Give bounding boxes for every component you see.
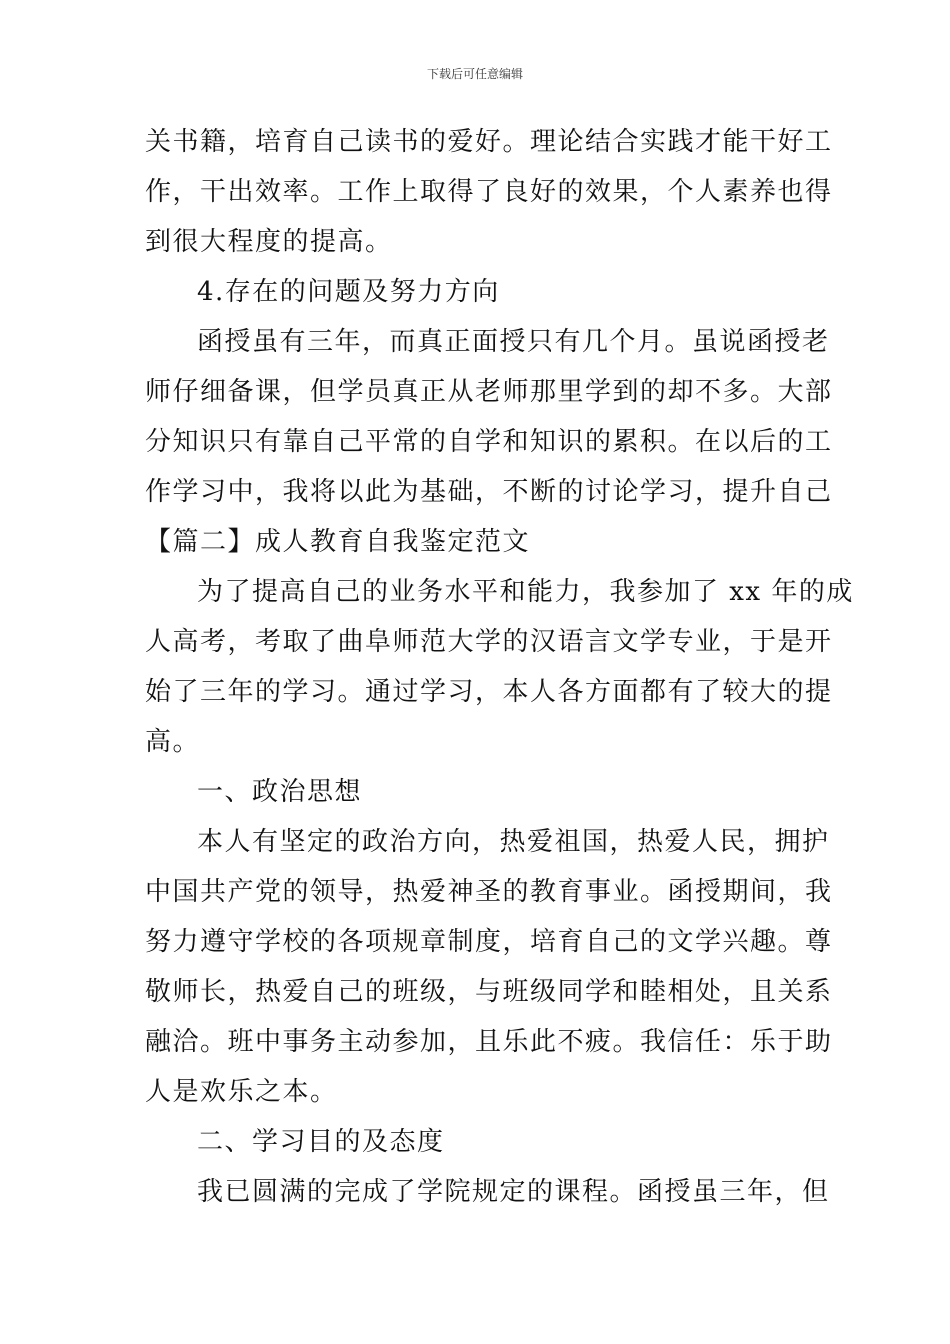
section-heading: 二、学习目的及态度 [197, 1127, 445, 1157]
text-line: 作学习中，我将以此为基础，不断的讨论学习，提升自己 [145, 477, 833, 507]
section-heading: 一、政治思想 [197, 777, 363, 807]
text-line: 高。 [145, 727, 201, 757]
paragraph-first-line: 我已圆满的完成了学院规定的课程。函授虽三年，但 [197, 1177, 830, 1207]
text-line: 分知识只有靠自己平常的自学和知识的累积。在以后的工 [145, 427, 833, 457]
text-line: 敬师长，热爱自己的班级，与班级同学和睦相处，且关系 [145, 977, 833, 1007]
paragraph-first-line: 本人有坚定的政治方向，热爱祖国，热爱人民，拥护 [197, 827, 830, 857]
text-line: 师仔细备课，但学员真正从老师那里学到的却不多。大部 [145, 377, 833, 407]
text-line: 融洽。班中事务主动参加，且乐此不疲。我信任：乐于助 [145, 1027, 833, 1057]
paragraph-first-line: 为了提高自己的业务水平和能力，我参加了 xx 年的成 [197, 577, 854, 607]
text-line: 关书籍，培育自己读书的爱好。理论结合实践才能干好工 [145, 127, 833, 157]
text-line: 始了三年的学习。通过学习，本人各方面都有了较大的提 [145, 677, 833, 707]
text-line: 人是欢乐之本。 [145, 1077, 338, 1107]
page-header-note: 下载后可任意编辑 [426, 67, 523, 81]
article-title: 【篇二】成人教育自我鉴定范文 [145, 527, 531, 557]
document-body [145, 124, 854, 1224]
text-line: 中国共产党的领导，热爱神圣的教育事业。函授期间，我 [145, 877, 833, 907]
text-line: 努力遵守学校的各项规章制度，培育自己的文学兴趣。尊 [145, 927, 833, 957]
text-line: 作，干出效率。工作上取得了良好的效果，个人素养也得 [145, 177, 833, 207]
text-line: 人高考，考取了曲阜师范大学的汉语言文学专业，于是开 [145, 627, 833, 657]
section-heading: 4.存在的问题及努力方向 [197, 277, 500, 307]
text-line: 到很大程度的提高。 [145, 227, 393, 257]
paragraph-first-line: 函授虽有三年，而真正面授只有几个月。虽说函授老 [197, 327, 830, 357]
